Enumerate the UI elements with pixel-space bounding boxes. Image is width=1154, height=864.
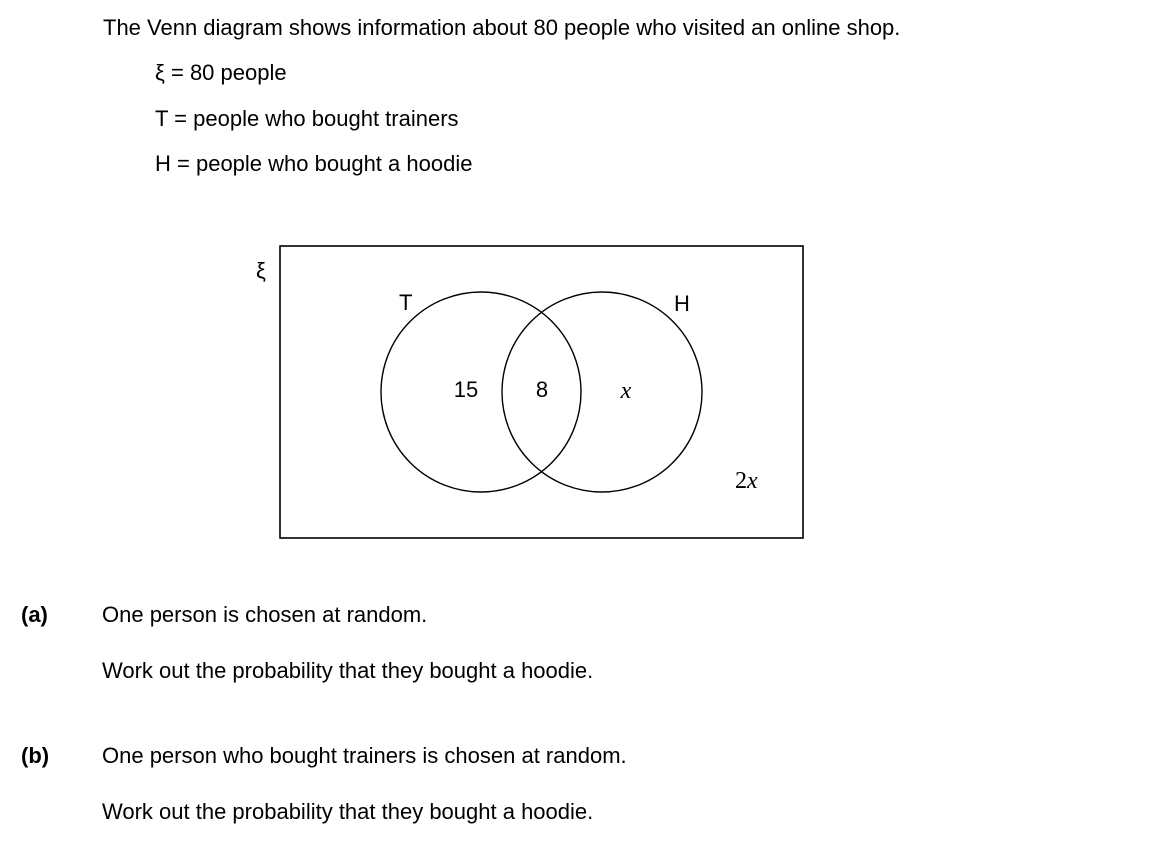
set-h-label: H <box>674 291 690 316</box>
question-b-line2: Work out the probability that they bought a hoodie. <box>102 799 594 824</box>
question-b-label: (b) <box>21 743 50 768</box>
question-b-line1: One person who bought trainers is chosen at random. <box>102 743 627 768</box>
region-outside-coefficient: 2 <box>735 468 747 494</box>
definition-h-symbol: H <box>155 151 171 176</box>
region-outside-value <box>735 468 758 494</box>
question-a-line1: One person is chosen at random. <box>102 602 428 627</box>
region-outside-variable: x <box>747 468 758 494</box>
region-t-only-value: 15 <box>453 377 479 402</box>
definition-universal-symbol: ξ <box>155 60 165 85</box>
set-h-circle <box>502 292 702 492</box>
universal-set-symbol: ξ <box>256 258 266 283</box>
definition-t-symbol: T <box>155 106 169 131</box>
definition-universal-text: = 80 people <box>170 60 287 85</box>
question-a-label: (a) <box>21 602 48 627</box>
region-both-value: 8 <box>535 377 549 402</box>
definition-t-text: = people who bought trainers <box>174 106 459 131</box>
question-a-line2: Work out the probability that they bought a hoodie. <box>102 658 594 683</box>
region-h-only-value: x <box>620 378 632 404</box>
definition-h-text: = people who bought a hoodie <box>177 151 473 176</box>
intro-text: The Venn diagram shows information about 80 people who visited an online shop. <box>103 15 901 40</box>
set-t-label: T <box>399 290 413 315</box>
set-t-circle <box>381 292 581 492</box>
